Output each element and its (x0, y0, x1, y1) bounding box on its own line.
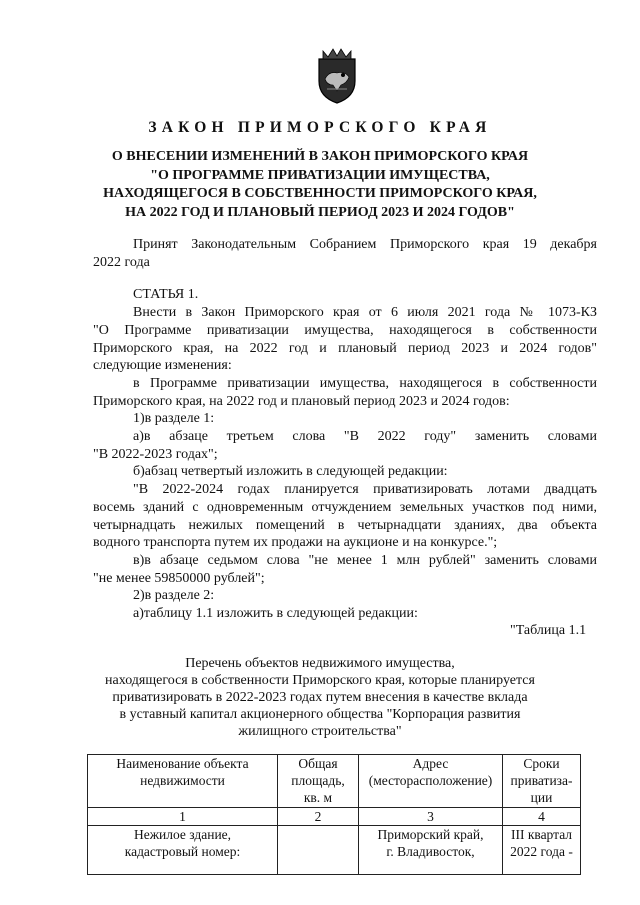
objects-table (87, 754, 581, 875)
subtitle-line: НА 2022 ГОД И ПЛАНОВЫЙ ПЕРИОД 2023 И 2024 ГОДОВ" (125, 204, 515, 220)
subtitle-line: О ВНЕСЕНИИ ИЗМЕНЕНИЙ В ЗАКОН ПРИМОРСКОГО КРАЯ (111, 149, 529, 164)
table-reference: "Таблица 1.1 (510, 623, 587, 638)
subtitle-line: НАХОДЯЩЕГОСЯ В СОБСТВЕННОСТИ ПРИМОРСКОГО КРАЯ, (103, 186, 537, 201)
table-cell: Нежилое здание, кадастровый номер: (88, 826, 278, 875)
column-number-cell: 3 (359, 808, 503, 826)
table-caption-line: в уставный капитал акционерного общества "Корпорация развития (119, 707, 521, 722)
column-number-cell: 2 (278, 808, 359, 826)
article-line: Приморского края, на 2022 год и плановый период 2023 и 2024 годов" (93, 341, 597, 356)
table-caption-line: находящегося в собственности Приморского края, которые планируется (105, 673, 535, 688)
article-line: "не менее 59850000 рублей"; (93, 571, 265, 586)
article-line: водного транспорта путем их продажи на аукционе и на конкурсе."; (93, 535, 498, 550)
article-heading: СТАТЬЯ 1. (133, 287, 199, 302)
column-number-cell: 1 (88, 808, 278, 826)
table-cell (278, 826, 359, 875)
table-header-cell: Наименование объекта недвижимости (88, 755, 278, 808)
article-line: 1)в разделе 1: (133, 411, 215, 426)
table-caption-line: Перечень объектов недвижимого имущества, (185, 656, 455, 671)
table-number-row (88, 808, 581, 826)
article-line: в)в абзаце седьмом слова "не менее 1 млн рублей" заменить словами (133, 553, 597, 568)
article-line: а)в абзаце третьем слова "В 2022 году" заменить словами (133, 429, 597, 444)
table-header-cell: Сроки приватиза- ции (503, 755, 581, 808)
article-line: следующие изменения: (93, 358, 232, 373)
article-line: восемь зданий с одновременным отчуждением земельных участков под ними, (93, 500, 597, 515)
subtitle-line: "О ПРОГРАММЕ ПРИВАТИЗАЦИИ ИМУЩЕСТВА, (150, 167, 490, 183)
article-line: Приморского края, на 2022 год и плановый период 2023 и 2024 годов: (93, 394, 510, 409)
adopted-line: 2022 года (93, 255, 150, 270)
adopted-line: Принят Законодательным Собранием Приморского края 19 декабря (133, 237, 597, 252)
table-caption-line: приватизировать в 2022-2023 годах путем внесения в качестве вклада (112, 690, 528, 705)
table-cell: III квартал 2022 года - (503, 826, 581, 875)
column-number-cell: 4 (503, 808, 581, 826)
law-title: ЗАКОН ПРИМОРСКОГО КРАЯ (148, 119, 492, 136)
law-subtitle (80, 148, 560, 222)
coat-of-arms-icon (313, 45, 361, 105)
table-caption-line: жилищного строительства" (238, 724, 402, 739)
table-cell: Приморский край, г. Владивосток, (359, 826, 503, 875)
article-line: "В 2022-2023 годах"; (93, 447, 218, 462)
article-line: четырнадцать нежилых помещений в четырнадцати зданиях, два объекта (93, 518, 597, 533)
article-line: "О Программе приватизации имущества, находящегося в собственности (93, 323, 597, 338)
table-row (88, 826, 581, 875)
article-line: "В 2022-2024 годах планируется приватизировать лотами двадцать (133, 482, 597, 497)
table-header-cell: Адрес (месторасположение) (359, 755, 503, 808)
article-line: 2)в разделе 2: (133, 588, 215, 603)
table-header-cell: Общая площадь, кв. м (278, 755, 359, 808)
table-header-row (88, 755, 581, 808)
article-line: Внести в Закон Приморского края от 6 июля 2021 года № 1073-КЗ (133, 305, 597, 320)
article-line: б)абзац четвертый изложить в следующей редакции: (133, 464, 448, 479)
article-line: в Программе приватизации имущества, находящегося в собственности (133, 376, 597, 391)
article-line: а)таблицу 1.1 изложить в следующей редакции: (133, 606, 418, 621)
